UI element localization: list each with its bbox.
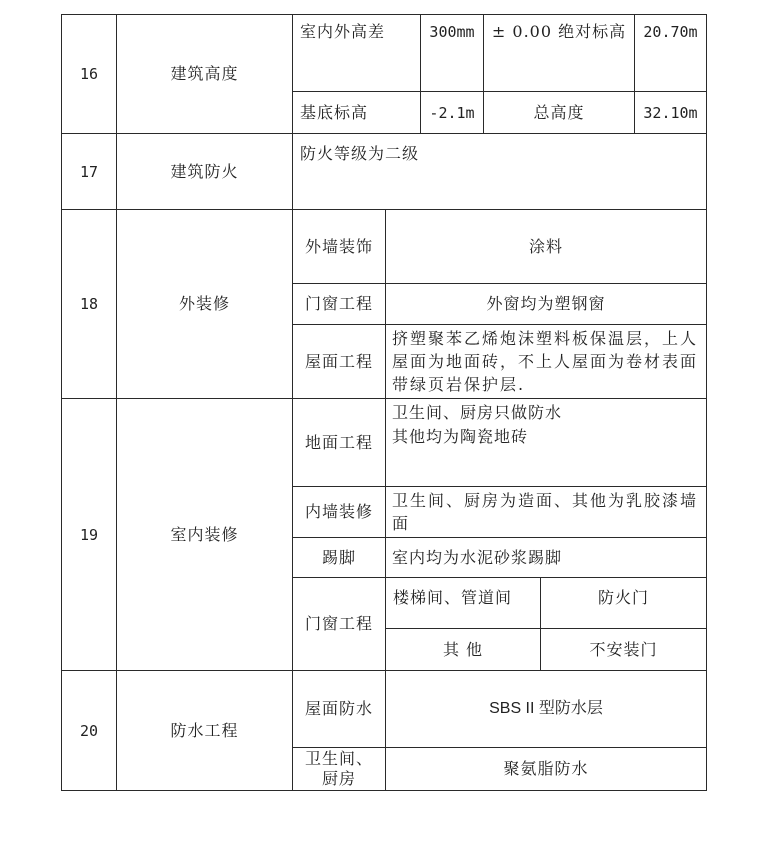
row19-door-b-value: 不安装门 bbox=[540, 628, 707, 671]
row18-number: 18 bbox=[61, 209, 117, 399]
row20-bath-label-line2: 厨房 bbox=[321, 769, 356, 788]
row18-roof-label: 屋面工程 bbox=[292, 324, 386, 399]
row19-item: 室内装修 bbox=[116, 398, 293, 671]
row20-roof-value: SBS II 型防水层 bbox=[385, 670, 707, 748]
row19-skirting-value: 室内均为水泥砂浆踢脚 bbox=[385, 537, 707, 578]
row16-number: 16 bbox=[61, 14, 117, 134]
row16-abs-label: ± 0.00 绝对标高 bbox=[483, 14, 635, 92]
row20-bath-label-line1: 卫生间、 bbox=[304, 749, 373, 768]
row19-door-a-value: 防火门 bbox=[540, 577, 707, 629]
row20-bath-value: 聚氨脂防水 bbox=[385, 747, 707, 791]
row19-door-a-place: 楼梯间、管道间 bbox=[385, 577, 541, 629]
row16-abs-value: 20.70m bbox=[634, 14, 707, 92]
row19-floor-label: 地面工程 bbox=[292, 398, 386, 487]
row17-item: 建筑防火 bbox=[116, 133, 293, 210]
row18-window-label: 门窗工程 bbox=[292, 283, 386, 325]
row18-roof-value: 挤塑聚苯乙烯炮沫塑料板保温层，上人屋面为地面砖，不上人屋面为卷材表面带绿页岩保护层. bbox=[385, 324, 707, 399]
row20-number: 20 bbox=[61, 670, 117, 791]
row19-door-label: 门窗工程 bbox=[292, 577, 386, 671]
row16-indoor-outdoor-label: 室内外高差 bbox=[292, 14, 421, 92]
row19-floor-line2: 其他均为陶瓷地砖 bbox=[392, 427, 529, 446]
row18-wall-value: 涂料 bbox=[385, 209, 707, 284]
row20-item: 防水工程 bbox=[116, 670, 293, 791]
row16-base-value: -2.1m bbox=[420, 91, 484, 134]
row19-floor-value bbox=[385, 398, 707, 487]
row20-roof-label: 屋面防水 bbox=[292, 670, 386, 748]
row16-total-value: 32.10m bbox=[634, 91, 707, 134]
row19-door-b-place: 其 他 bbox=[385, 628, 541, 671]
row16-indoor-outdoor-value: 300mm bbox=[420, 14, 484, 92]
row16-base-label: 基底标高 bbox=[292, 91, 421, 134]
row16-total-label: 总高度 bbox=[483, 91, 635, 134]
row17-number: 17 bbox=[61, 133, 117, 210]
row17-fire-rating: 防火等级为二级 bbox=[292, 133, 707, 210]
row19-number: 19 bbox=[61, 398, 117, 671]
row19-inwall-label: 内墙装修 bbox=[292, 486, 386, 538]
row19-skirting-label: 踢脚 bbox=[292, 537, 386, 578]
row19-inwall-value: 卫生间、厨房为造面、其他为乳胶漆墙面 bbox=[385, 486, 707, 538]
row19-floor-line1: 卫生间、厨房只做防水 bbox=[392, 403, 563, 422]
row18-wall-label: 外墙装饰 bbox=[292, 209, 386, 284]
row18-item: 外装修 bbox=[116, 209, 293, 399]
row18-window-value: 外窗均为塑钢窗 bbox=[385, 283, 707, 325]
row20-bath-label bbox=[292, 747, 386, 791]
row16-item: 建筑高度 bbox=[116, 14, 293, 134]
